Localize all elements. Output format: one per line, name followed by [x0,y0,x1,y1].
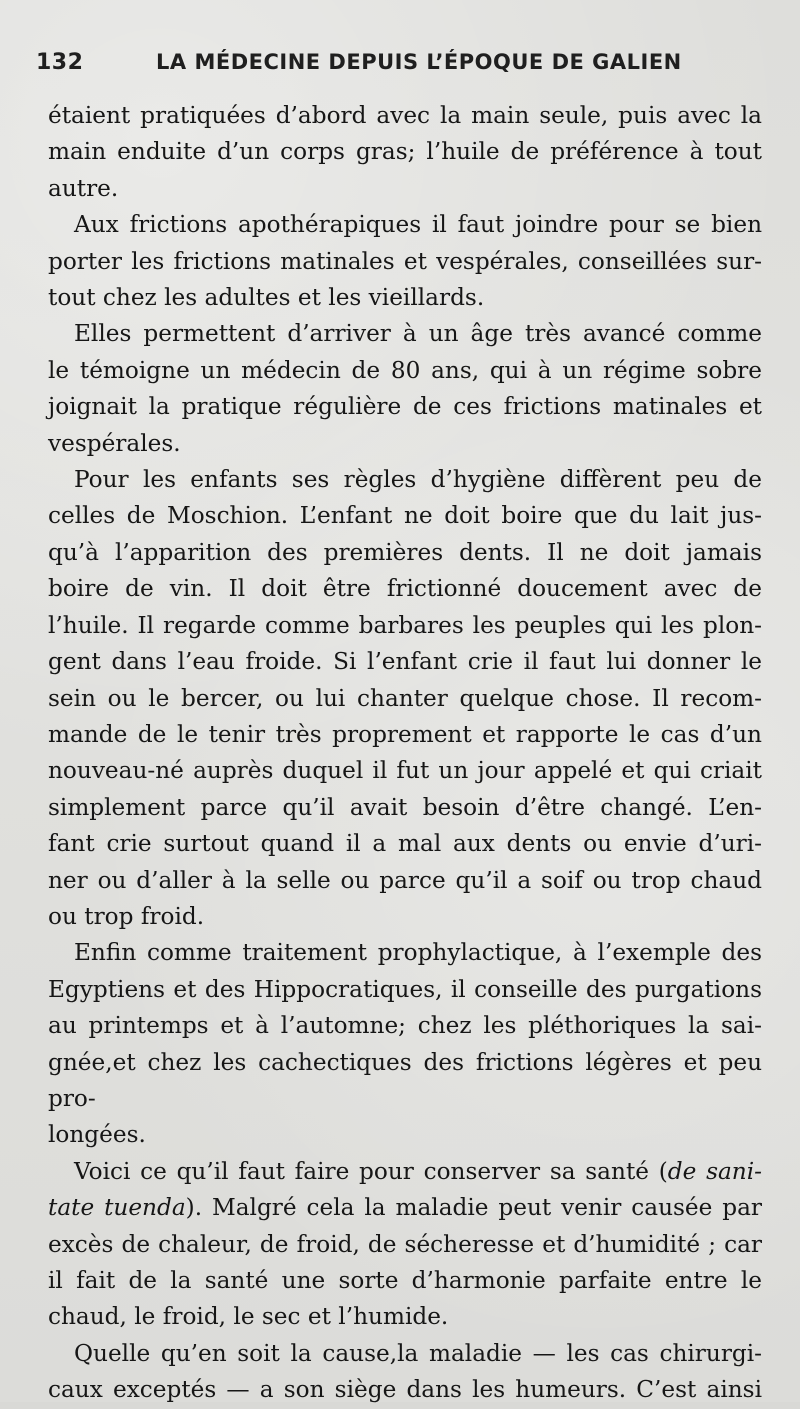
text-line: ner ou d’aller à la selle ou parce qu’il a soif ou trop chaud [48,866,762,894]
body-text [48,98,762,1409]
text-line: autre. [48,174,119,202]
text-line: il fait de la santé une sorte d’harmonie parfaite entre le [48,1267,762,1294]
text-line: porter les frictions matinales et vespérales, conseillées sur- [48,247,762,275]
text-line: simplement parce qu’il avait besoin d’être changé. L’en- [48,793,762,821]
text-line: Pour les enfants ses règles d’hygiène diffèrent peu de [74,466,762,494]
text-line: au printemps et à l’automne; chez les pléthoriques la sai- [48,1012,762,1040]
page-header [36,48,764,84]
text-line: boire de vin. Il doit être frictionné doucement avec de [48,575,762,603]
text-line: excès de chaleur, de froid, de sécheresse et d’humidité ; car [48,1230,762,1258]
text-line: longées. [48,1121,146,1149]
text-line: étaient pratiquées d’abord avec la main seule, puis avec la [48,102,762,129]
text-line: gnée,et chez les cachectiques des frictions légères et peu pro- [48,1048,762,1112]
text-line: ou trop froid. [48,902,205,930]
running-head: LA MÉDECINE DEPUIS L’ÉPOQUE DE GALIEN [156,50,682,74]
text-line: l’huile. Il regarde comme barbares les peuples qui les plon- [48,611,762,639]
text-line: le témoigne un médecin de 80 ans, qui à un régime sobre [48,356,762,384]
text-line: qu’à l’apparition des premières dents. Il ne doit jamais [48,538,762,566]
text-line: Aux frictions apothérapiques il faut joindre pour se bien [74,211,762,239]
text-line: caux exceptés — a son siège dans les humeurs. C’est ainsi [48,1376,762,1404]
text-line: Elles permettent d’arriver à un âge très avancé comme [74,320,762,348]
text-line: main enduite d’un corps gras; l’huile de préférence à tout [48,138,762,166]
page-number: 132 [36,50,84,75]
text-line: mande de le tenir très proprement et rapporte le cas d’un [48,720,762,748]
text-segment: Voici ce qu’il faut faire pour conserver sa santé ( [74,1157,668,1185]
text-line [48,1190,762,1226]
text-line: chaud, le froid, le sec et l’humide. [48,1303,449,1331]
text-line: Egyptiens et des Hippocratiques, il conseille des purgations [48,975,762,1003]
text-line: celles de Moschion. L’enfant ne doit boire que du lait jus- [48,502,762,530]
text-line: vespérales. [48,429,181,457]
text-line: sein ou le bercer, ou lui chanter quelque chose. Il recom- [48,684,762,712]
text-line: tout chez les adultes et les vieillards. [48,284,485,312]
text-line: Quelle qu’en soit la cause,la maladie — les cas chirurgi- [74,1339,762,1367]
text-line [48,1154,762,1190]
italic-phrase: tate tuenda [48,1194,186,1222]
text-line: nouveau-né auprès duquel il fut un jour appelé et qui criait [48,757,762,785]
text-line: fant crie surtout quand il a mal aux dents ou envie d’uri- [48,830,762,858]
text-line: joignait la pratique régulière de ces frictions matinales et [48,393,762,421]
text-segment: ). Malgré cela la maladie peut venir causée par [185,1194,762,1222]
italic-phrase: de sani- [667,1157,762,1185]
text-line: Enfin comme traitement prophylactique, à l’exemple des [74,939,762,967]
text-line: gent dans l’eau froide. Si l’enfant crie il faut lui donner le [48,648,762,676]
